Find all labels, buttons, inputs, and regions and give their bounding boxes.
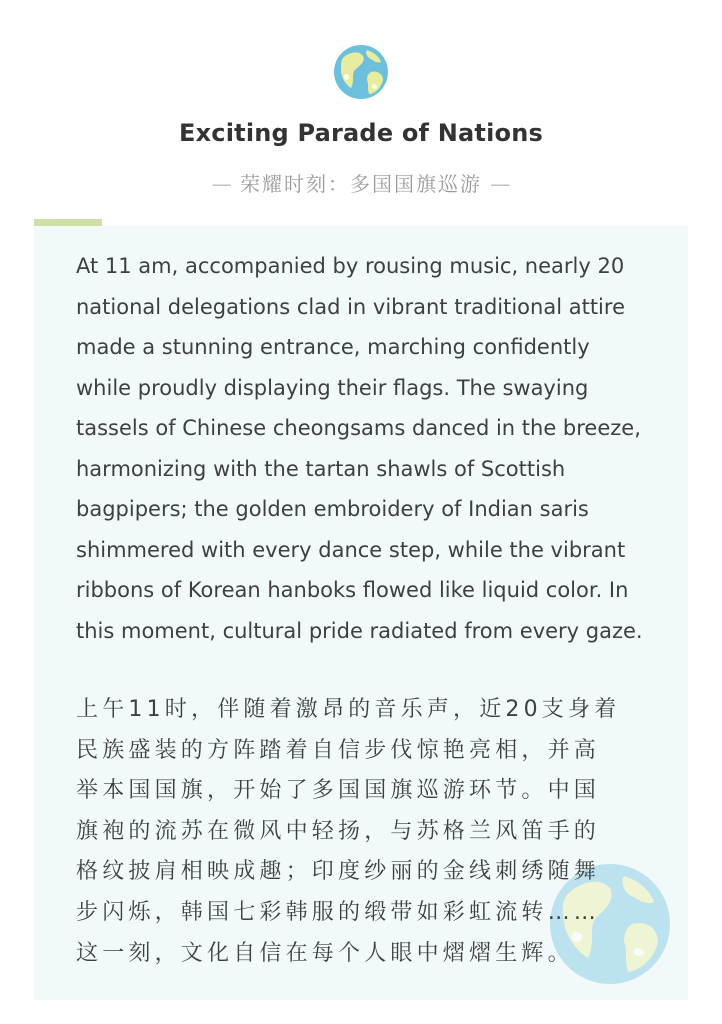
chinese-line: 上午11时，伴随着激昂的音乐声，近20支身着 — [76, 697, 621, 722]
english-paragraph — [76, 246, 662, 651]
chinese-paragraph — [76, 690, 662, 974]
subtitle-dash-right: — — [490, 172, 511, 196]
english-line: this moment, cultural pride radiated from every gaze. — [76, 618, 643, 643]
accent-bar — [34, 219, 102, 226]
english-line: made a stunning entrance, marching confidently — [76, 335, 590, 359]
chinese-line: 格纹披肩相映成趣；印度纱丽的金线刺绣随舞 — [76, 859, 601, 885]
english-line: ribbons of Korean hanboks flowed like liquid color. In — [76, 578, 629, 602]
english-line: while proudly displaying their flags. The swaying — [76, 375, 589, 400]
english-line: bagpipers; the golden embroidery of Indian saris — [76, 497, 589, 521]
english-line: national delegations clad in vibrant traditional attire — [76, 294, 625, 319]
subtitle-text: 荣耀时刻：多国国旗巡游 — [240, 172, 482, 196]
chinese-line: 民族盛装的方阵踏着自信步伐惊艳亮相，并高 — [76, 737, 601, 763]
chinese-line: 步闪烁，韩国七彩韩服的缎带如彩虹流转…… — [76, 899, 601, 925]
chinese-line: 旗袍的流苏在微风中轻扬，与苏格兰风笛手的 — [76, 818, 601, 844]
chinese-line: 举本国国旗，开始了多国国旗巡游环节。中国 — [76, 778, 601, 804]
chinese-line: 这一刻，文化自信在每个人眼中熠熠生辉。 — [76, 940, 574, 966]
english-line: shimmered with every dance step, while the vibrant — [76, 537, 626, 562]
english-line: At 11 am, accompanied by rousing music, nearly 20 — [76, 254, 625, 278]
page-title: Exciting Parade of Nations — [179, 119, 543, 147]
globe-icon — [333, 44, 389, 100]
english-line: tassels of Chinese cheongsams danced in the breeze, — [76, 416, 641, 440]
english-line: harmonizing with the tartan shawls of Scottish — [76, 456, 566, 481]
subtitle — [0, 168, 722, 197]
subtitle-dash-left: — — [211, 172, 232, 196]
